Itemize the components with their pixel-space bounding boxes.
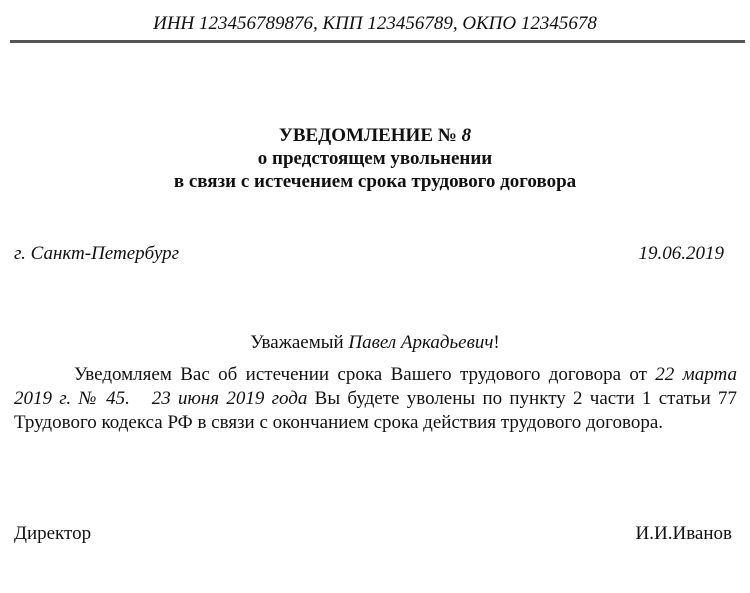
greeting-suffix: ! <box>493 332 500 353</box>
title-line-1 <box>0 124 750 147</box>
recipient-name: Павел Аркадьевич <box>348 332 494 353</box>
document-date: 19.06.2019 <box>638 243 724 264</box>
title-line-3: в связи с истечением срока трудового договора <box>173 171 577 192</box>
title-line-2: о предстоящем увольнении <box>257 148 493 169</box>
body-text-2: Вы будете уволены по пункту 2 части 1 статьи 77 Трудового кодекса РФ в связи с окончанием срока действия трудового договора. <box>14 388 738 433</box>
greeting-prefix: Уважаемый <box>250 332 349 353</box>
notice-number: 8 <box>461 125 472 146</box>
title-prefix: УВЕДОМЛЕНИЕ № <box>278 125 462 146</box>
greeting <box>0 332 750 354</box>
company-requisites: ИНН 123456789876, КПП 123456789, ОКПО 12345678 <box>153 13 597 34</box>
signatory-name: И.И.Иванов <box>635 523 732 544</box>
body-text-1: Уведомляем Вас об истечении срока Вашего трудового договора от <box>74 364 656 385</box>
notice-body <box>14 363 737 435</box>
contract-date: 22 марта 2019 г. № 45. <box>14 364 737 409</box>
header-divider <box>10 40 745 43</box>
dismissal-date: 23 июня 2019 года <box>151 388 308 409</box>
signatory-role: Директор <box>14 523 92 544</box>
document-title <box>0 124 750 193</box>
document-place: г. Санкт-Петербург <box>14 243 180 264</box>
body-paragraph <box>14 363 737 435</box>
body-gap <box>130 388 152 409</box>
